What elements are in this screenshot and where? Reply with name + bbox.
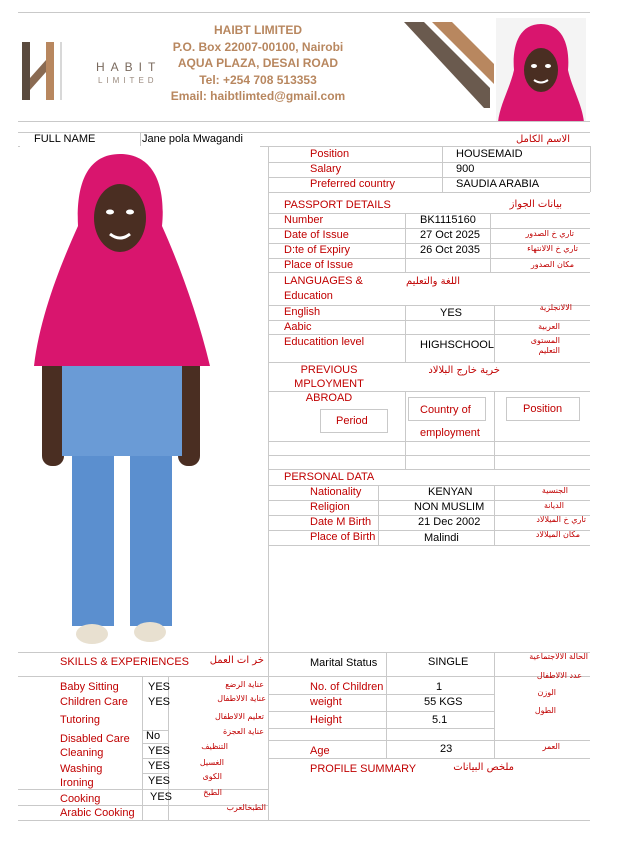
skill-ar-baby-sitting: عناية الرضع	[225, 680, 264, 689]
logo-subword: LIMITED	[98, 76, 158, 85]
skill-label-children-care: Children Care	[60, 696, 128, 708]
skill-ar-ironing: الكوى	[202, 772, 222, 781]
company-tel: Tel: +254 708 513353	[199, 72, 317, 87]
children-ar: عدد الالاطفال	[536, 671, 582, 680]
position-label: Position	[310, 148, 350, 160]
profile-photo-full	[20, 146, 260, 652]
weight-value: 55 KGS	[424, 696, 463, 708]
marital-label: Marital Status	[310, 657, 378, 669]
full-name-ar: الاسم الكامل	[515, 134, 570, 145]
english-value: YES	[440, 307, 463, 319]
pob-label: Place of Birth	[310, 531, 376, 543]
profile-photo-small	[496, 18, 586, 122]
skill-label-ironing: Ironing	[60, 777, 94, 789]
children-value: 1	[436, 681, 443, 693]
profile-summary-ar: ملخص البيانات	[453, 762, 514, 773]
marital-ar: الحالة الالاجتماعية	[529, 652, 588, 661]
marital-value: SINGLE	[428, 656, 469, 668]
skill-label-tutoring: Tutoring	[60, 714, 100, 726]
skill-ar-cooking: الطبخ	[203, 788, 222, 797]
pob-ar: مكان الميلالاد	[535, 530, 580, 539]
skills-title-ar: خر ات العمل	[209, 655, 264, 666]
skill-ar-disabled-care: عناية العجزة	[223, 727, 264, 736]
skill-value-children-care: YES	[148, 696, 171, 708]
weight-ar: الوزن	[537, 688, 556, 697]
education-label: Educatition level	[284, 336, 365, 348]
skill-label-disabled-care: Disabled Care	[60, 733, 130, 745]
skill-label-cleaning: Cleaning	[60, 747, 104, 759]
nationality-ar: الجنسية	[541, 486, 568, 495]
skills-title: SKILLS & EXPERIENCES	[60, 656, 189, 668]
salary-value: 900	[456, 163, 475, 175]
company-logo	[20, 38, 170, 104]
passport-title: PASSPORT DETAILS	[284, 199, 391, 211]
skill-label-cooking: Cooking	[60, 793, 101, 805]
employment-title-ar: خرية خارج البلالاد	[428, 365, 500, 376]
passport-title-ar: بيانات الجواز	[509, 199, 562, 210]
skill-label-baby-sitting: Baby Sitting	[60, 681, 119, 693]
education-ar: المستوى التعليم	[530, 336, 560, 355]
dob-value: 21 Dec 2002	[418, 516, 481, 528]
height-ar: الطول	[534, 706, 556, 715]
english-ar: الالانجلزية	[539, 303, 572, 312]
skill-label-arabic-cooking: Arabic Cooking	[60, 807, 135, 819]
decorative-stripes	[398, 22, 494, 108]
skill-value-ironing: YES	[148, 775, 171, 787]
pob-value: Malindi	[424, 532, 459, 544]
expiry-value: 26 Oct 2035	[420, 244, 480, 256]
full-name-label: FULL NAME	[34, 133, 96, 145]
profile-summary-label: PROFILE SUMMARY	[310, 763, 417, 775]
company-address: P.O. Box 22007-00100, Nairobi	[172, 39, 344, 54]
personal-title: PERSONAL DATA	[284, 471, 375, 483]
religion-ar: الديانة	[543, 501, 564, 510]
languages-title: LANGUAGES & Education	[284, 275, 363, 302]
english-label: English	[284, 306, 321, 318]
position-col-label: Position	[523, 403, 563, 415]
logo-mark-icon	[20, 38, 88, 104]
age-label: Age	[310, 745, 330, 757]
skill-value-cooking: YES	[150, 791, 173, 803]
arabic-ar: العربية	[538, 322, 560, 331]
height-value: 5.1	[432, 714, 448, 726]
skill-value-washing: YES	[148, 760, 171, 772]
skill-ar-cleaning: التنظيف	[201, 742, 228, 751]
children-label: No. of Children	[310, 681, 384, 693]
country-of-label: Country of	[420, 404, 471, 416]
passport-number: BK1115160	[420, 214, 476, 226]
place-issue-label: Place of Issue	[284, 259, 354, 271]
skill-ar-washing: الغسيل	[199, 758, 224, 767]
nationality-label: Nationality	[310, 486, 362, 498]
full-name-value: Jane pola Mwagandi	[142, 133, 243, 145]
arabic-label: Aabic	[284, 321, 312, 333]
employment-label: employment	[420, 427, 480, 439]
religion-value: NON MUSLIM	[414, 501, 485, 513]
period-label: Period	[336, 415, 368, 427]
skill-label-washing: Washing	[60, 763, 103, 775]
height-label: Height	[310, 714, 342, 726]
salary-label: Salary	[310, 163, 342, 175]
skill-value-baby-sitting: YES	[148, 681, 171, 693]
logo-word: HABIT	[96, 60, 162, 74]
weight-label: weight	[310, 696, 342, 708]
age-value: 23	[440, 743, 453, 755]
skill-ar-tutoring: تعليم الالاطفال	[214, 712, 264, 721]
age-ar: العمر	[542, 742, 560, 751]
employment-title: PREVIOUS MPLOYMENT ABROAD	[294, 364, 364, 404]
dob-ar: تاري خ الميلالاد	[536, 515, 586, 524]
issue-value: 27 Oct 2025	[420, 229, 480, 241]
country-value: SAUDIA ARABIA	[456, 178, 540, 190]
place-issue-ar: مكان الصدور	[530, 260, 574, 269]
skill-value-disabled-care: No	[146, 730, 161, 742]
issue-label: Date of Issue	[284, 229, 349, 241]
languages-title-ar: اللغة والتعليم	[406, 276, 460, 287]
company-building: AQUA PLAZA, DESAI ROAD	[177, 56, 339, 71]
nationality-value: KENYAN	[428, 486, 473, 498]
country-label: Preferred country	[310, 178, 395, 190]
position-value: HOUSEMAID	[456, 148, 523, 160]
skill-value-cleaning: YES	[148, 745, 171, 757]
skill-ar-children-care: عناية الالاطفال	[217, 694, 266, 703]
skill-ar-arabic-cooking: الطبخالعرب	[226, 803, 266, 812]
issue-ar: تاري خ الصدور	[525, 229, 574, 238]
passport-number-label: Number	[284, 214, 324, 226]
company-name: HAIBT LIMITED	[214, 23, 302, 37]
expiry-label: D:te of Expiry	[284, 244, 351, 256]
company-email: Email: haibtlimted@gmail.com	[170, 89, 346, 104]
education-value: HIGHSCHOOL	[420, 339, 494, 351]
company-header	[160, 22, 356, 105]
expiry-ar: تاري خ الالانتهاء	[527, 244, 578, 253]
dob-label: Date M Birth	[310, 516, 372, 528]
religion-label: Religion	[310, 501, 350, 513]
